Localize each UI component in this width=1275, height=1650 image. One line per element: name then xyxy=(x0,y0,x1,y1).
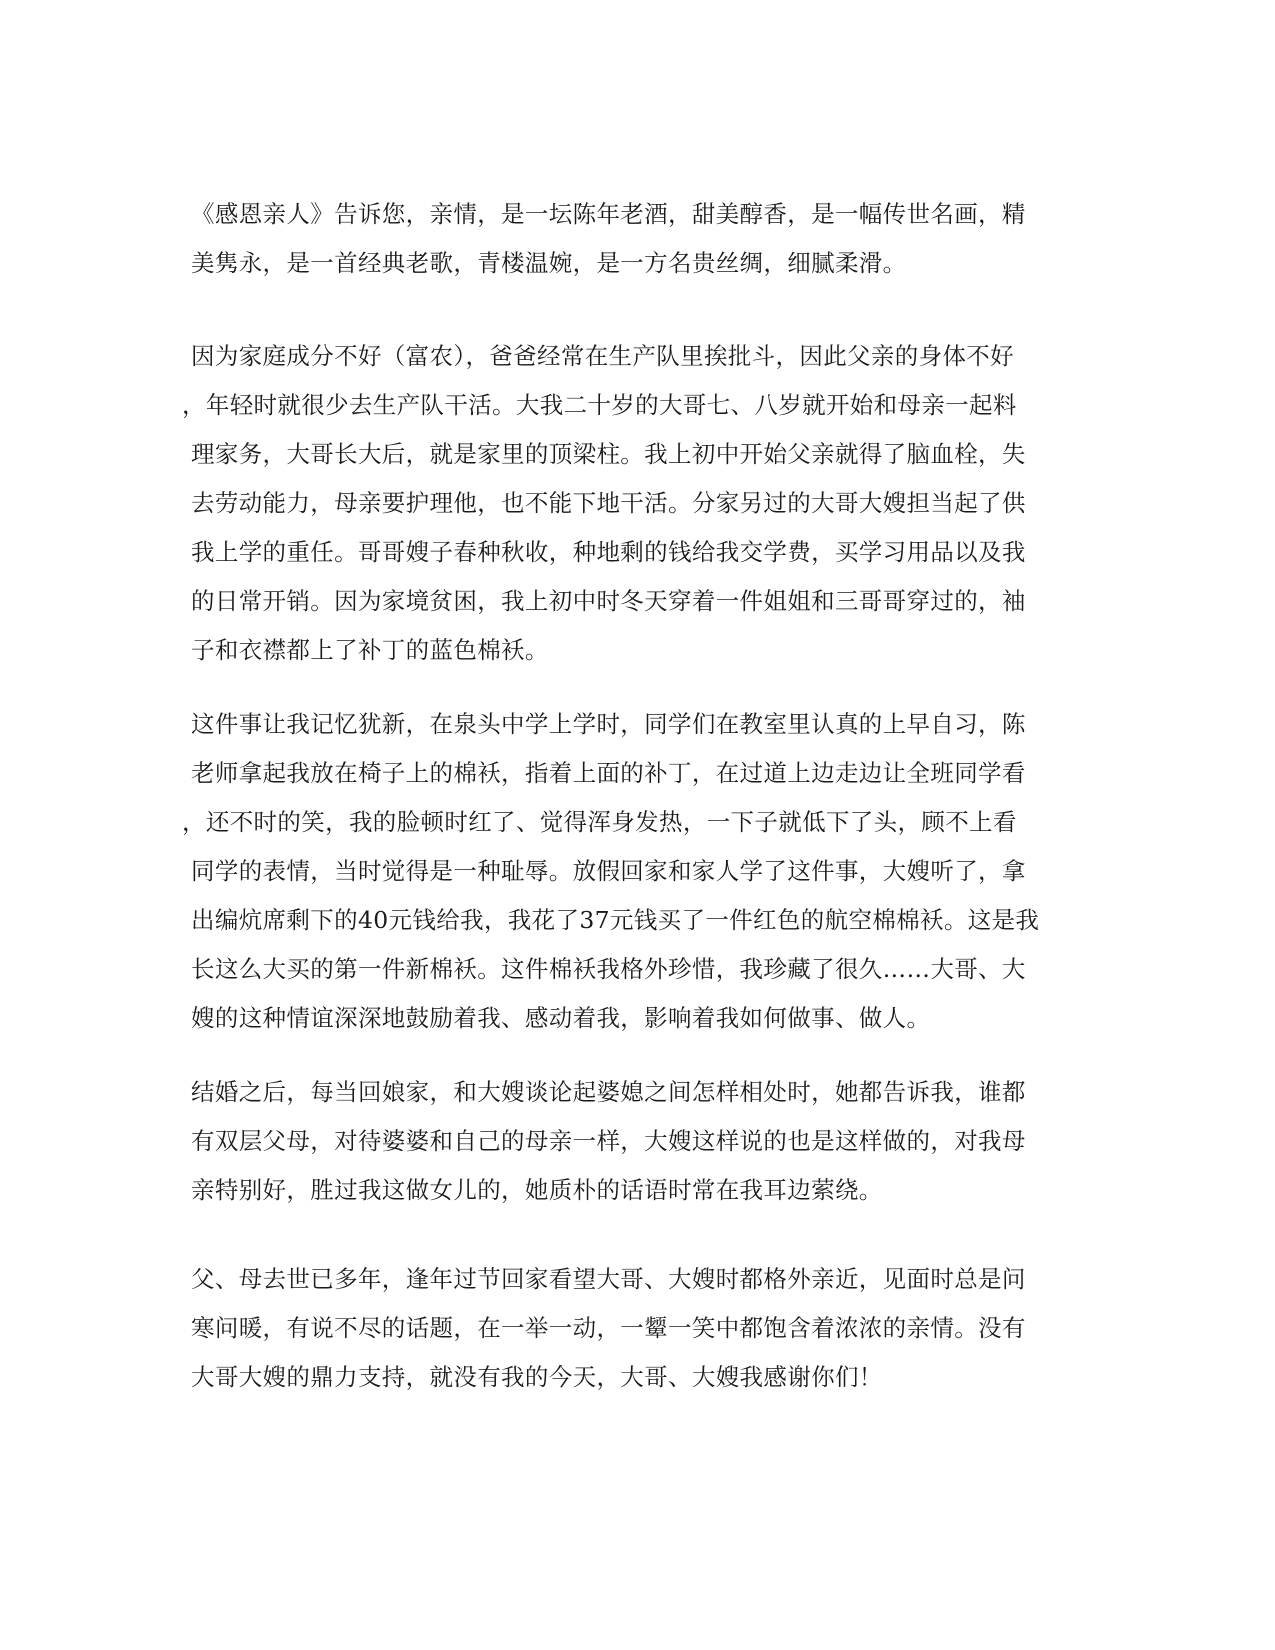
text-line: 大哥大嫂的鼎力支持，就没有我的今天，大哥、大嫂我感谢你们！ xyxy=(191,1363,883,1391)
text-line: 老师拿起我放在椅子上的棉袄，指着上面的补丁，在过道上边走边让全班同学看 xyxy=(191,759,1026,787)
text-line: ，年轻时就很少去生产队干活。大我二十岁的大哥七、八岁就开始和母亲一起料 xyxy=(182,391,1017,419)
text-line: 子和衣襟都上了补丁的蓝色棉袄。 xyxy=(191,636,549,664)
paragraph-sister-in-law-advice xyxy=(191,1068,1071,1215)
text-line: 亲特别好，胜过我这做女儿的，她质朴的话语时常在我耳边萦绕。 xyxy=(191,1176,883,1204)
text-line: 《感恩亲人》告诉您，亲情，是一坛陈年老酒，甜美醇香，是一幅传世名画，精 xyxy=(191,200,1026,228)
text-line: 父、母去世已多年，逢年过节回家看望大哥、大嫂时都格外亲近，见面时总是问 xyxy=(191,1265,1026,1293)
text-line: 这件事让我记忆犹新，在泉头中学上学时，同学们在教室里认真的上早自习，陈 xyxy=(191,710,1026,738)
paragraph-closing-thanks xyxy=(191,1255,1071,1402)
text-line: 寒问暖，有说不尽的话题，在一举一动，一颦一笑中都饱含着浓浓的亲情。没有 xyxy=(191,1314,1026,1342)
text-line: ，还不时的笑，我的脸顿时红了、觉得浑身发热，一下子就低下了头，顾不上看 xyxy=(182,808,1017,836)
text-line: 嫂的这种情谊深深地鼓励着我、感动着我，影响着我如何做事、做人。 xyxy=(191,1004,931,1032)
text-line: 长这么大买的第一件新棉袄。这件棉袄我格外珍惜，我珍藏了很久……大哥、大 xyxy=(191,955,1026,983)
text-line: 因为家庭成分不好（富农），爸爸经常在生产队里挨批斗，因此父亲的身体不好 xyxy=(191,342,1014,370)
text-line: 的日常开销。因为家境贫困，我上初中时冬天穿着一件姐姐和三哥哥穿过的，袖 xyxy=(191,587,1026,615)
text-line: 出编炕席剩下的40元钱给我，我花了37元钱买了一件红色的航空棉棉袄。这是我 xyxy=(191,906,1040,934)
text-line: 结婚之后，每当回娘家，和大嫂谈论起婆媳之间怎样相处时，她都告诉我，谁都 xyxy=(191,1078,1026,1106)
text-line: 我上学的重任。哥哥嫂子春种秋收，种地剩的钱给我交学费，买学习用品以及我 xyxy=(191,538,1026,566)
text-line: 理家务，大哥长大后，就是家里的顶梁柱。我上初中开始父亲就得了脑血栓，失 xyxy=(191,440,1026,468)
text-line: 去劳动能力，母亲要护理他，也不能下地干活。分家另过的大哥大嫂担当起了供 xyxy=(191,489,1026,517)
text-line: 美隽永，是一首经典老歌，青楼温婉，是一方名贵丝绸，细腻柔滑。 xyxy=(191,249,907,277)
text-line: 同学的表情，当时觉得是一种耻辱。放假回家和家人学了这件事，大嫂听了，拿 xyxy=(191,857,1026,885)
paragraph-family-background xyxy=(182,332,1071,675)
paragraph-cotton-jacket-story xyxy=(182,700,1071,1043)
text-line: 有双层父母，对待婆婆和自己的母亲一样，大嫂这样说的也是这样做的，对我母 xyxy=(191,1127,1026,1155)
paragraph-gratitude-intro xyxy=(191,190,1071,288)
